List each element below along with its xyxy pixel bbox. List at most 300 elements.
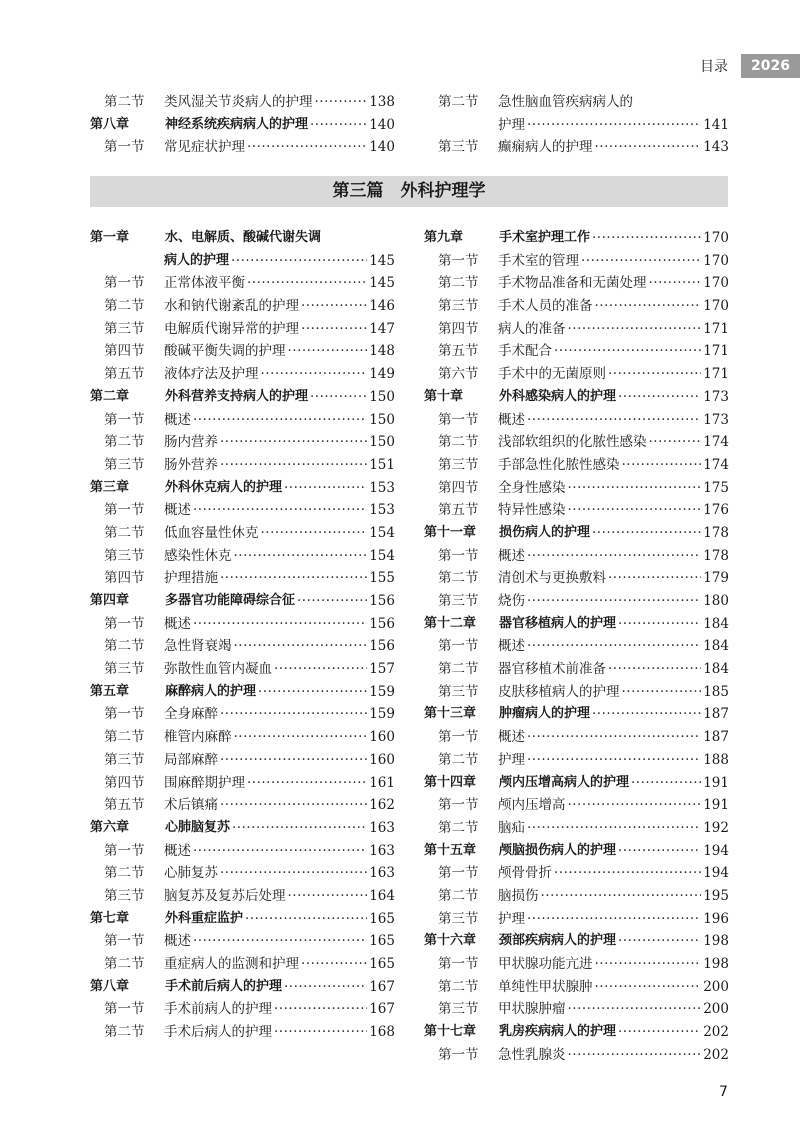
toc-section-entry [90,772,395,795]
toc-entry-page: 164 [369,887,395,904]
toc-entry-title: 弥散性血管内凝血 [164,661,272,678]
toc-entry-title: 乳房疾病病人的护理 [499,1024,617,1040]
toc-dot-leader [288,340,368,363]
toc-entry-title: 癫痫病人的护理 [498,139,593,156]
toc-entry-title: 概述 [164,502,191,519]
toc-entry-title: 外科感染病人的护理 [499,388,617,404]
toc-dot-leader [622,681,702,704]
toc-section-entry [424,998,729,1021]
toc-entry-page: 150 [369,411,395,428]
toc-entry-title: 心肺复苏 [164,865,218,882]
toc-entry-label: 第三章 [90,479,130,495]
part-title-banner: 第三篇 外科护理学 [90,176,728,207]
toc-entry-page: 173 [703,388,729,405]
toc-section-entry [424,1044,729,1067]
toc-entry-page: 202 [703,1024,729,1041]
toc-section-entry [90,749,395,772]
toc-entry-page: 156 [369,615,395,632]
toc-entry-label [424,114,498,137]
toc-entry-page: 198 [703,933,729,950]
toc-entry-label: 第二节 [438,94,479,110]
toc-entry-label: 第二节 [104,94,145,110]
toc-entry-title: 皮肤移植病人的护理 [498,683,620,700]
toc-top-right-column [424,91,729,159]
toc-section-entry [90,136,395,159]
toc-entry-page: 179 [703,570,729,587]
toc-entry-title: 手术物品准备和无菌处理 [498,275,647,292]
toc-entry-page: 202 [703,1046,729,1063]
toc-entry-label: 第一节 [104,842,145,859]
toc-entry-label: 第六节 [438,366,479,383]
toc-entry-page: 141 [703,116,729,133]
toc-dot-leader [608,567,701,590]
toc-entry-page: 195 [703,887,729,904]
toc-entry-label: 第一节 [438,729,479,746]
toc-entry-page: 184 [703,638,729,655]
toc-entry-page: 138 [369,94,395,110]
toc-dot-leader [288,885,368,908]
toc-section-entry [424,953,729,976]
toc-entry-page: 145 [369,252,395,269]
toc-entry-page: 170 [703,230,729,246]
toc-section-entry [424,908,729,931]
toc-section-entry [424,91,729,114]
toc-entry-title: 急性脑血管疾病病人的 [498,94,633,110]
toc-entry-page: 149 [369,366,395,383]
toc-section-entry [424,136,729,159]
toc-entry-page: 146 [369,298,395,315]
toc-entry-title: 全身性感染 [498,479,566,496]
toc-entry-page: 148 [369,343,395,360]
toc-entry-page: 187 [703,729,729,746]
toc-entry-title: 肿瘤病人的护理 [499,706,591,722]
toc-entry-label: 第四节 [438,320,479,337]
toc-section-entry [424,454,729,477]
toc-section-entry [424,409,729,432]
toc-section-entry [90,318,395,341]
toc-entry-label: 第二节 [104,524,145,541]
toc-dot-leader [608,658,701,681]
toc-entry-label: 第三节 [104,887,145,904]
toc-dot-leader [581,250,701,273]
toc-entry-title: 病人的准备 [498,320,566,337]
toc-chapter-entry [424,522,729,545]
toc-entry-label: 第一节 [438,865,479,882]
toc-entry-title: 手术室的管理 [498,252,579,269]
toc-dot-leader [315,91,368,114]
toc-dot-leader [622,454,702,477]
toc-entry-title: 器官移植术前准备 [498,661,606,678]
toc-entry-page: 176 [703,502,729,519]
toc-entry-page: 151 [369,456,395,473]
toc-section-entry [424,658,729,681]
toc-entry-page: 188 [703,751,729,768]
toc-dot-leader [568,1044,702,1067]
toc-entry-title: 概述 [164,842,191,859]
toc-chapter-entry [424,227,729,250]
toc-entry-page: 194 [703,842,729,859]
toc-section-entry [90,295,395,318]
toc-entry-page: 150 [369,388,395,405]
toc-dot-leader [220,862,367,885]
header-year-badge: 2026 [741,54,800,78]
toc-dot-leader [631,772,701,795]
toc-entry-title: 肠外营养 [164,456,218,473]
toc-entry-title: 概述 [164,411,191,428]
toc-entry-title: 手部急性化脓性感染 [498,456,620,473]
toc-entry-page: 140 [369,139,395,156]
toc-dot-leader [649,431,702,454]
toc-entry-title: 外科重症监护 [165,910,244,926]
toc-dot-leader [220,749,367,772]
toc-section-entry [424,590,729,613]
toc-section-entry [424,477,729,500]
toc-entry-page: 168 [369,1024,395,1041]
toc-entry-title: 甲状腺肿瘤 [498,1001,566,1018]
toc-entry-page: 156 [369,593,395,609]
toc-section-entry [90,726,395,749]
toc-entry-label: 第一节 [104,1001,145,1018]
toc-section-entry [424,681,729,704]
toc-section-entry [90,953,395,976]
toc-entry-page: 191 [703,797,729,814]
toc-chapter-entry [424,386,729,409]
toc-entry-label: 第一节 [438,252,479,269]
toc-dot-leader [527,749,701,772]
toc-section-entry [90,658,395,681]
toc-chapter-entry [90,114,395,137]
toc-entry-page: 143 [703,139,729,156]
toc-dot-leader [527,590,701,613]
toc-top-left-column [90,91,395,159]
toc-dot-leader [193,840,367,863]
toc-entry-label: 第五节 [438,502,479,519]
toc-entry-title: 多器官功能障碍综合征 [165,593,296,608]
toc-entry-title: 手术中的无菌原则 [498,366,606,383]
toc-entry-page: 184 [703,615,729,632]
toc-section-entry [424,318,729,341]
toc-section-entry [424,114,729,137]
toc-entry-label: 第三节 [104,547,145,564]
toc-entry-page: 161 [369,774,395,791]
toc-chapter-entry [424,703,729,726]
toc-entry-title: 护理 [498,116,525,133]
toc-section-entry [90,431,395,454]
toc-entry-title: 全身麻醉 [164,706,218,723]
toc-entry-label: 第十五章 [424,842,477,858]
toc-entry-page: 184 [703,661,729,678]
toc-entry-label: 第三节 [438,683,479,700]
toc-entry-label: 第七章 [90,910,130,926]
toc-entry-label: 第一节 [104,139,145,156]
toc-section-entry [90,613,395,636]
toc-right-column [424,227,729,1066]
toc-dot-leader [193,499,367,522]
toc-entry-label: 第一节 [104,933,145,950]
toc-section-entry [424,635,729,658]
toc-entry-page: 155 [369,570,395,587]
toc-entry-label: 第二节 [104,638,145,655]
toc-section-entry [90,635,395,658]
toc-entry-page: 174 [703,456,729,473]
toc-section-entry [90,522,395,545]
toc-entry-page: 170 [703,275,729,292]
toc-section-entry [90,363,395,386]
toc-entry-page: 167 [369,1001,395,1018]
toc-section-entry [90,272,395,295]
toc-section-entry [424,885,729,908]
toc-entry-label: 第二节 [438,661,479,678]
toc-dot-leader [568,477,702,500]
toc-section-entry [424,250,729,273]
toc-entry-title: 酸碱平衡失调的护理 [164,343,286,360]
toc-entry-label: 第一节 [438,956,479,972]
toc-entry-page: 178 [703,524,729,541]
toc-entry-title: 脑疝 [498,819,525,836]
toc-entry-label [90,250,164,273]
toc-entry-label: 第二节 [438,978,479,995]
toc-section-entry [90,567,395,590]
toc-entry-label: 第三节 [438,298,479,315]
toc-entry-label: 第五节 [104,366,145,383]
toc-section-entry [424,817,729,840]
toc-section-entry [90,862,395,885]
toc-dot-leader [568,998,702,1021]
toc-entry-label: 第一节 [104,275,145,292]
toc-entry-label: 第二节 [104,956,145,972]
toc-entry-title: 水、电解质、酸碱代谢失调 [165,230,322,245]
toc-entry-label: 第十四章 [424,774,477,790]
toc-dot-leader [261,363,368,386]
toc-entry-page: 160 [369,751,395,768]
toc-chapter-entry [424,1021,729,1044]
toc-entry-label: 第三节 [438,456,479,473]
toc-dot-leader [247,136,367,159]
toc-entry-title: 重症病人的监测和护理 [164,956,299,972]
toc-entry-title: 烧伤 [498,593,525,609]
toc-dot-leader [231,250,367,273]
toc-entry-page: 165 [369,910,395,927]
toc-entry-label: 第十章 [424,388,464,404]
toc-entry-page: 162 [369,797,395,814]
toc-dot-leader [234,545,368,568]
toc-entry-page: 171 [703,320,729,337]
toc-entry-label: 第二节 [104,298,145,315]
toc-entry-title: 颅脑损伤病人的护理 [499,842,617,858]
toc-entry-page: 170 [703,252,729,269]
toc-dot-leader [568,499,702,522]
toc-dot-leader [618,1021,701,1044]
toc-entry-title: 急性乳腺炎 [498,1046,566,1063]
toc-section-entry [90,91,395,114]
toc-entry-label: 第十六章 [424,933,477,949]
toc-section-entry [90,840,395,863]
toc-section-entry [424,749,729,772]
toc-section-entry [424,272,729,295]
toc-entry-title: 感染性休克 [164,547,232,564]
toc-entry-page: 191 [703,774,729,791]
toc-entry-label: 第三节 [438,593,479,609]
toc-section-entry [424,726,729,749]
toc-dot-leader [220,567,367,590]
toc-left-column [90,227,395,1044]
toc-dot-leader [592,227,701,250]
toc-entry-title: 特异性感染 [498,502,566,519]
toc-section-entry [424,862,729,885]
toc-entry-label: 第十七章 [424,1024,477,1040]
toc-dot-leader [595,953,702,976]
toc-entry-label: 第一节 [438,797,479,814]
toc-section-entry [424,340,729,363]
toc-entry-page: 187 [703,706,729,723]
toc-section-entry [90,998,395,1021]
toc-entry-label: 第二节 [438,570,479,587]
toc-entry-label: 第一节 [438,411,479,428]
toc-dot-leader [527,726,701,749]
toc-entry-page: 140 [369,116,395,133]
toc-dot-leader [618,386,701,409]
toc-dot-leader [527,409,701,432]
toc-entry-label: 第一节 [438,638,479,655]
toc-section-entry [90,499,395,522]
toc-entry-page: 200 [703,1001,729,1018]
toc-entry-page: 154 [369,547,395,564]
toc-dot-leader [618,930,701,953]
toc-section-entry [424,295,729,318]
toc-entry-title: 外科营养支持病人的护理 [165,388,309,404]
toc-section-entry [90,250,395,273]
toc-entry-page: 192 [703,819,729,836]
toc-entry-title: 正常体液平衡 [164,275,245,292]
toc-entry-title: 心肺脑复苏 [165,819,231,835]
toc-entry-label: 第二节 [104,1024,145,1041]
toc-entry-page: 160 [369,729,395,746]
toc-entry-label: 第一节 [438,1046,479,1063]
toc-section-entry [90,885,395,908]
toc-entry-title: 概述 [498,729,525,746]
toc-entry-title: 急性肾衰竭 [164,638,232,655]
toc-entry-label: 第二节 [104,865,145,882]
toc-entry-page: 165 [369,956,395,972]
toc-entry-title: 损伤病人的护理 [499,524,591,540]
toc-dot-leader [595,295,702,318]
toc-entry-title: 神经系统疾病病人的护理 [165,116,309,132]
toc-entry-label: 第六章 [90,819,130,835]
toc-entry-title: 液体疗法及护理 [164,366,259,383]
toc-dot-leader [301,295,367,318]
toc-entry-title: 局部麻醉 [164,751,218,768]
toc-dot-leader [245,908,367,931]
toc-entry-title: 水和钠代谢紊乱的护理 [164,298,299,315]
toc-entry-label: 第二节 [438,819,479,836]
toc-dot-leader [310,386,367,409]
toc-dot-leader [554,862,701,885]
toc-entry-label: 第四节 [438,479,479,496]
toc-chapter-entry [90,386,395,409]
toc-entry-label: 第一章 [90,230,130,245]
toc-section-entry [424,545,729,568]
toc-entry-label: 第八章 [90,978,130,994]
toc-entry-title: 颈部疾病病人的护理 [499,933,617,949]
toc-entry-page: 163 [369,842,395,859]
toc-entry-page: 145 [369,275,395,292]
toc-entry-page: 156 [369,638,395,655]
toc-entry-label: 第三节 [104,661,145,678]
toc-dot-leader [618,613,701,636]
toc-dot-leader [220,794,367,817]
toc-entry-title: 椎管内麻醉 [164,729,232,746]
toc-entry-label: 第三节 [438,910,479,927]
toc-entry-label: 第二节 [104,729,145,746]
toc-chapter-entry [90,590,395,613]
toc-entry-label: 第十一章 [424,524,477,540]
page-number: 7 [719,1084,728,1100]
toc-dot-leader [618,840,701,863]
toc-entry-page: 180 [703,593,729,609]
toc-entry-label: 第五节 [104,797,145,814]
toc-dot-leader [220,431,367,454]
toc-entry-title: 手术前后病人的护理 [165,978,283,994]
toc-dot-leader [193,613,367,636]
toc-entry-label: 第二节 [438,751,479,768]
toc-entry-title: 脑复苏及复苏后处理 [164,887,286,904]
toc-entry-page: 170 [703,298,729,315]
toc-dot-leader [595,976,702,999]
toc-entry-title: 概述 [164,933,191,950]
toc-entry-label: 第四章 [90,593,130,608]
toc-entry-title: 麻醉病人的护理 [165,683,257,699]
toc-entry-label: 第三节 [104,751,145,768]
toc-entry-label: 第八章 [90,116,130,132]
toc-entry-title: 概述 [498,638,525,655]
toc-entry-page: 153 [369,502,395,519]
toc-entry-title: 脑损伤 [498,887,539,904]
toc-entry-page: 173 [703,411,729,428]
toc-entry-page: 178 [703,547,729,564]
toc-chapter-entry [90,976,395,999]
toc-entry-title: 浅部软组织的化脓性感染 [498,434,647,451]
toc-entry-label: 第四节 [104,570,145,587]
toc-entry-title: 颅内压增高 [498,797,566,814]
toc-dot-leader [274,998,367,1021]
toc-chapter-entry [424,613,729,636]
toc-entry-label: 第十三章 [424,706,477,722]
toc-chapter-entry [90,817,395,840]
toc-chapter-entry [424,772,729,795]
toc-entry-page: 163 [369,865,395,882]
toc-entry-page: 198 [703,956,729,972]
toc-entry-page: 165 [369,933,395,950]
header-section-label: 目录 [700,59,728,75]
toc-dot-leader [568,794,702,817]
toc-entry-title: 常见症状护理 [164,139,245,156]
toc-chapter-entry [90,477,395,500]
toc-entry-title: 清创术与更换敷料 [498,570,606,587]
toc-entry-page: 175 [703,479,729,496]
toc-dot-leader [608,363,701,386]
toc-entry-label: 第二节 [104,434,145,451]
toc-entry-page: 171 [703,366,729,383]
toc-dot-leader [284,976,367,999]
toc-entry-title: 手术配合 [498,343,552,360]
toc-entry-page: 159 [369,683,395,700]
toc-entry-label: 第五章 [90,683,130,699]
toc-entry-title: 术后镇痛 [164,797,218,814]
toc-entry-title: 围麻醉期护理 [164,774,245,791]
toc-dot-leader [234,635,368,658]
toc-entry-label: 第四节 [104,343,145,360]
toc-entry-page: 147 [369,320,395,337]
